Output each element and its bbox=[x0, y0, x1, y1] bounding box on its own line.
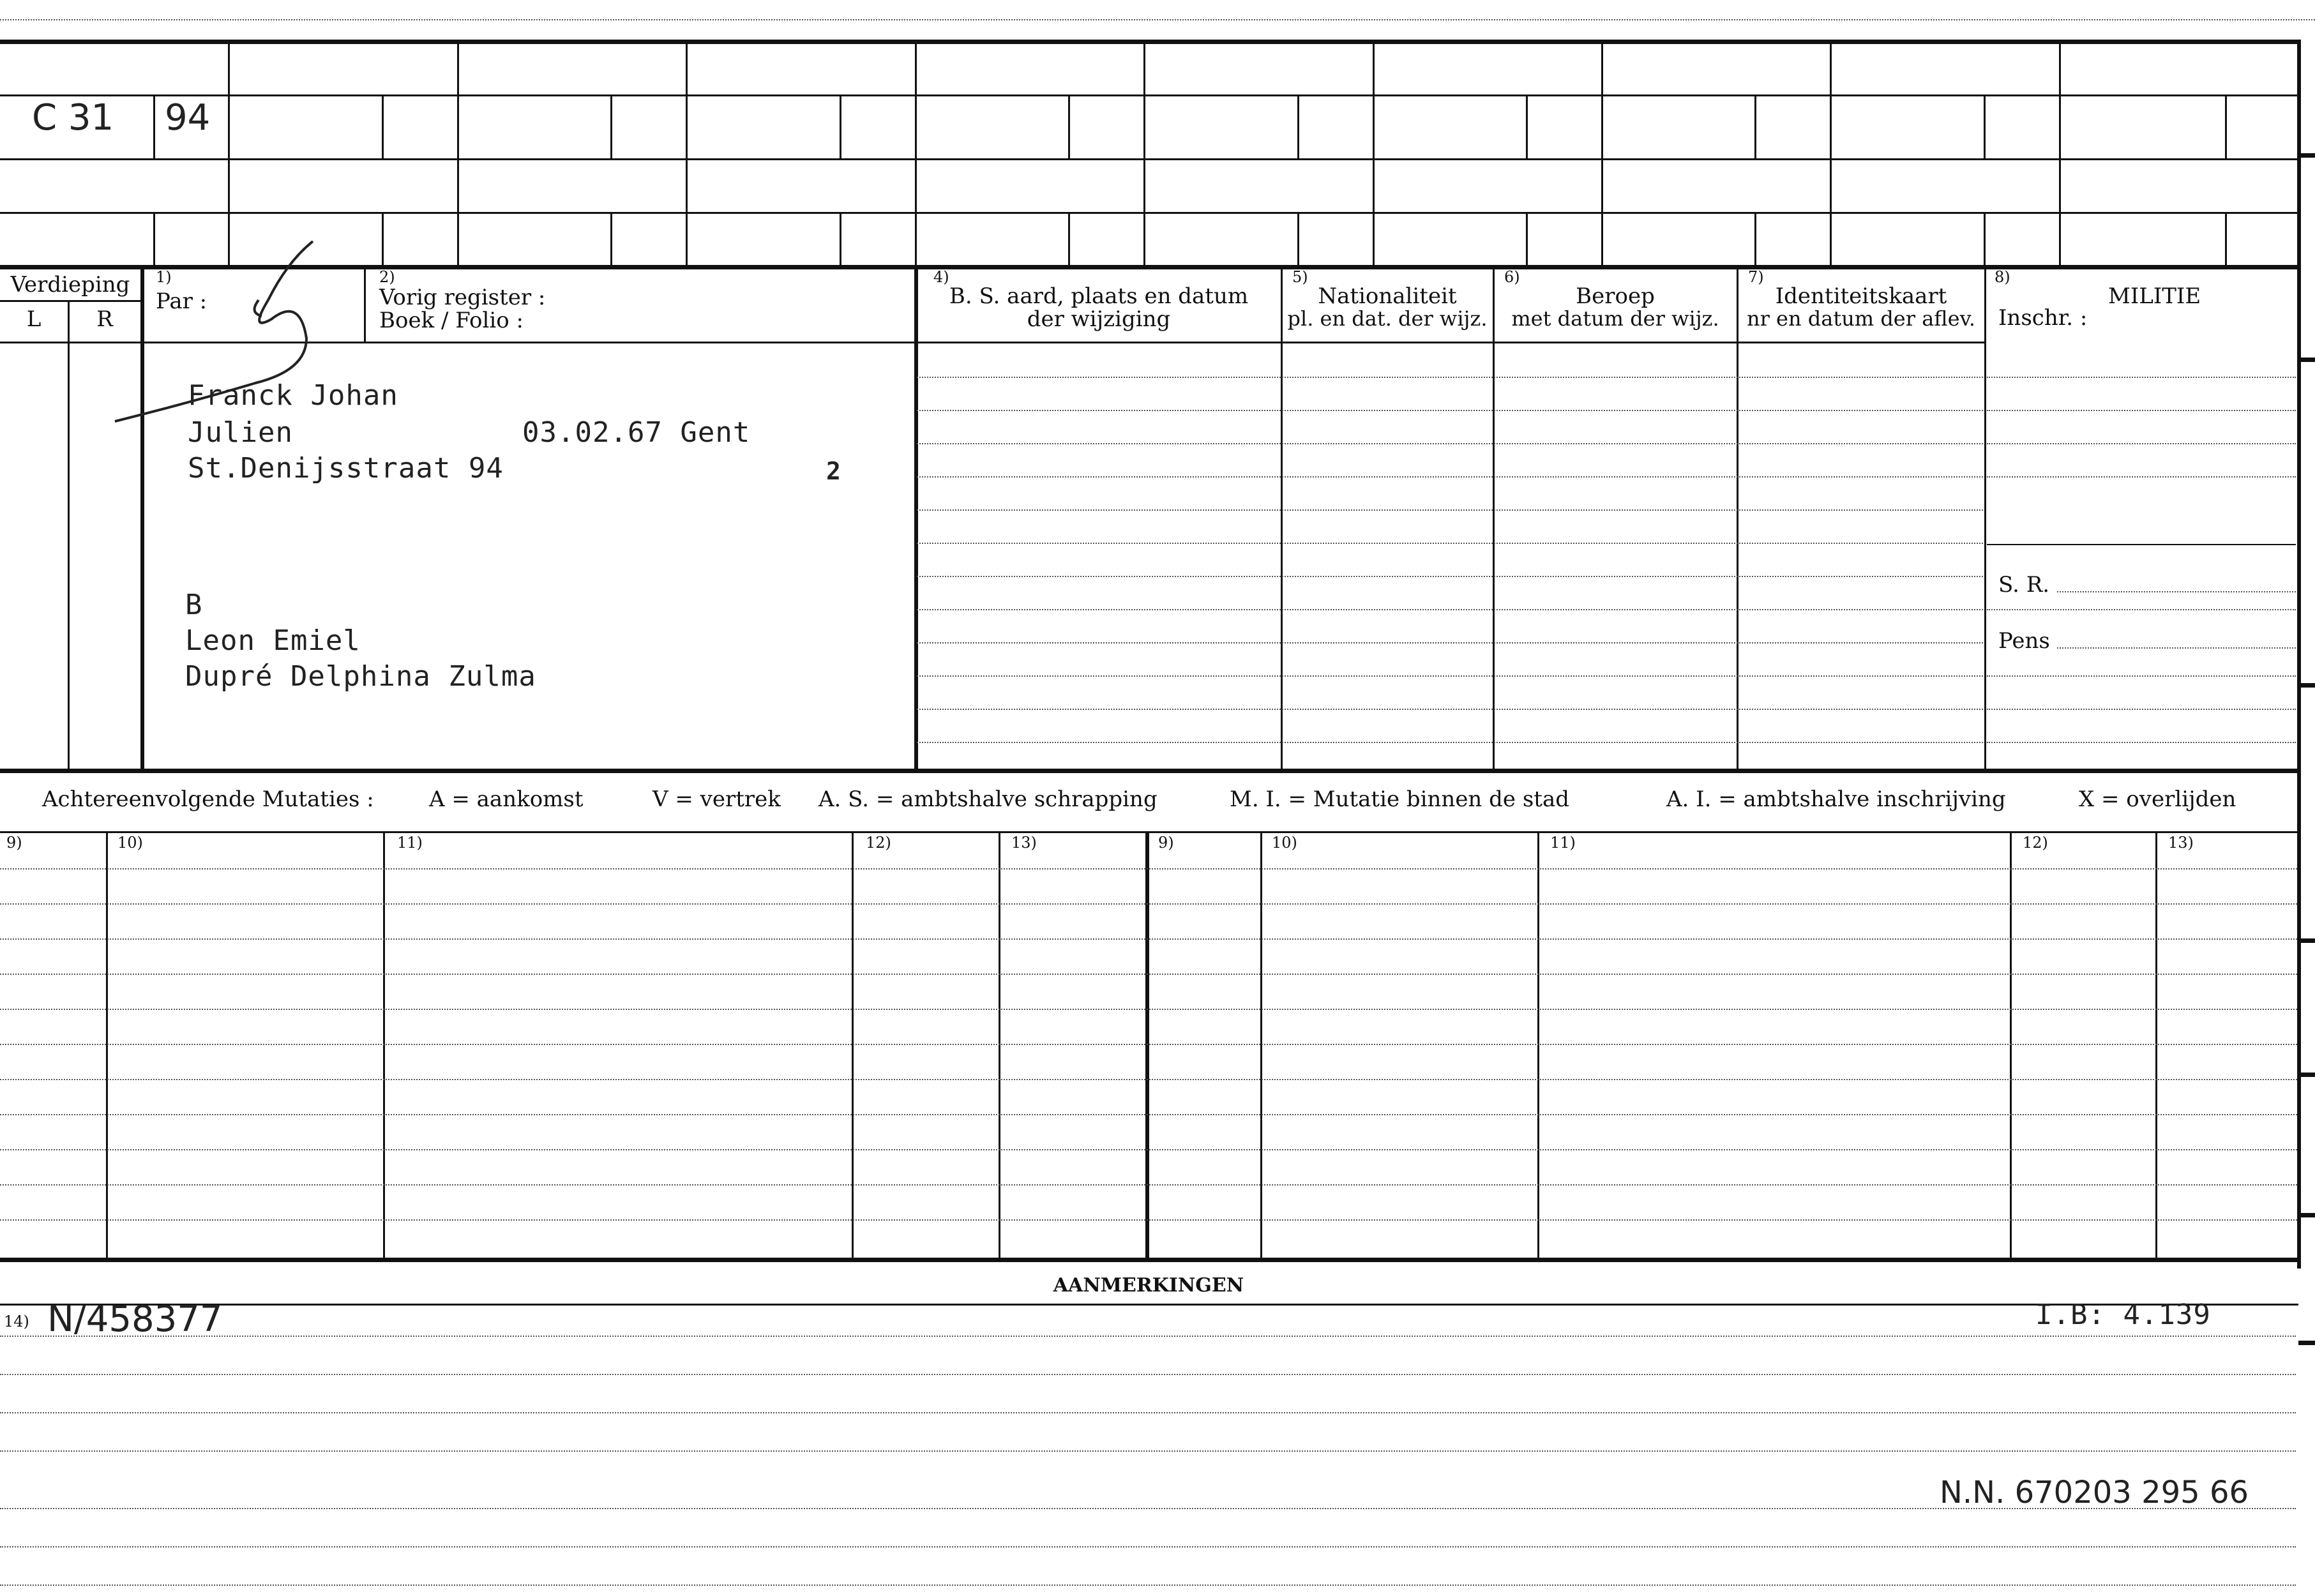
top-grid-sub-line bbox=[610, 94, 612, 158]
col4-line1: B. S. aard, plaats en datum bbox=[949, 283, 1249, 309]
aanm-dotted-row bbox=[0, 1508, 2296, 1509]
top-grid-col-line bbox=[2059, 40, 2061, 267]
col7-num: 7) bbox=[1748, 268, 1764, 286]
col6-left-line bbox=[1493, 265, 1495, 769]
top-grid-row-line bbox=[0, 212, 2298, 214]
aanmerkingen-num: 14) bbox=[4, 1313, 29, 1330]
militie-pens-line bbox=[2057, 647, 2296, 649]
aanm-dotted-row bbox=[0, 1412, 2296, 1413]
col4-7-dotted-row bbox=[917, 377, 1983, 378]
aanmerkingen-nn: N.N. 670203 295 66 bbox=[1940, 1475, 2249, 1510]
mut-dotted-row bbox=[0, 1114, 2297, 1115]
person-name-line1: Franck Johan bbox=[188, 379, 398, 412]
col4-7-dotted-row bbox=[917, 576, 1983, 577]
top-grid-col-line bbox=[1143, 40, 1145, 267]
mut-dotted-row bbox=[0, 903, 2297, 905]
top-grid-sub-line bbox=[1754, 212, 1756, 266]
col4-left-line bbox=[914, 265, 918, 769]
militie-dotted-row bbox=[1987, 443, 2296, 444]
col8-num: 8) bbox=[1995, 268, 2010, 286]
mutatie-a: A = aankomst bbox=[429, 787, 584, 812]
verdieping-label: Verdieping bbox=[10, 272, 130, 297]
col4-num: 4) bbox=[933, 268, 949, 286]
mut-h10b: 10) bbox=[1272, 834, 1297, 852]
top-grid-sub-line bbox=[2225, 212, 2227, 266]
col2-line1: Vorig register : bbox=[379, 285, 546, 310]
col4-7-dotted-row bbox=[917, 742, 1983, 743]
col4-7-dotted-row bbox=[917, 476, 1983, 478]
top-grid-sub-line bbox=[382, 212, 384, 266]
top-grid-sub-line bbox=[1754, 94, 1756, 158]
col4-7-dotted-row bbox=[917, 609, 1983, 610]
person-address: St.Denijsstraat 94 bbox=[188, 452, 504, 485]
militie-dotted-row bbox=[1987, 377, 2296, 378]
parent-marker: B bbox=[185, 589, 203, 621]
top-grid-sub-line bbox=[1984, 94, 1986, 158]
edge-tick bbox=[2298, 938, 2315, 943]
col6-line2: met datum der wijz. bbox=[1511, 306, 1719, 331]
top-grid-sub-line bbox=[610, 212, 612, 266]
edge-tick bbox=[2298, 153, 2315, 158]
person-birth: 03.02.67 Gent bbox=[522, 416, 751, 449]
col5-line1: Nationaliteit bbox=[1318, 283, 1457, 309]
militie-sr: S. R. bbox=[1998, 572, 2050, 598]
col4-7-dotted-row bbox=[917, 410, 1983, 411]
top-grid-sub-line bbox=[1297, 212, 1299, 266]
main-section-bottom bbox=[0, 769, 2298, 773]
top-grid-col-line bbox=[915, 40, 917, 267]
mut-col-line bbox=[106, 831, 108, 1259]
top-grid-col-line bbox=[1830, 40, 1832, 267]
col6-num: 6) bbox=[1504, 268, 1520, 286]
person-name-line2: Julien bbox=[188, 416, 293, 449]
top-grid-sub-line bbox=[2225, 94, 2227, 158]
verdieping-mid-line bbox=[68, 300, 70, 769]
top-grid-sub-line bbox=[840, 94, 841, 158]
aanmerkingen-ref: N/458377 bbox=[47, 1299, 223, 1340]
edge-tick bbox=[2298, 1341, 2315, 1345]
mut-h12b: 12) bbox=[2023, 834, 2048, 852]
top-grid-sub-line bbox=[382, 94, 384, 158]
top-grid-sub-line bbox=[1068, 212, 1070, 266]
militie-sr-line bbox=[2057, 591, 2296, 592]
militie-dotted-row bbox=[1987, 410, 2296, 411]
col2-num: 2) bbox=[379, 268, 395, 286]
militie-inschr: Inschr. : bbox=[1998, 305, 2088, 331]
col4-7-dotted-row bbox=[917, 675, 1983, 677]
mut-col-line bbox=[1260, 831, 1262, 1259]
col5-num: 5) bbox=[1292, 268, 1308, 286]
aanm-dotted-row bbox=[0, 1374, 2296, 1375]
edge-tick bbox=[2298, 683, 2315, 688]
mut-col-line bbox=[999, 831, 1000, 1259]
mut-h10: 10) bbox=[117, 834, 143, 852]
top-grid-col-line bbox=[1601, 40, 1603, 267]
mut-col-line bbox=[1537, 831, 1539, 1259]
col7-left-line bbox=[1737, 265, 1738, 769]
mutations-top bbox=[0, 831, 2298, 833]
top-grid-row-line bbox=[0, 158, 2298, 160]
aanm-dotted-row bbox=[0, 1450, 2296, 1452]
aanm-dotted-row bbox=[0, 1546, 2296, 1547]
col5-left-line bbox=[1281, 265, 1283, 769]
top-grid-code-right: 94 bbox=[165, 97, 211, 139]
mutatie-ai: A. I. = ambtshalve inschrijving bbox=[1666, 787, 2006, 812]
militie-dotted-row bbox=[1987, 609, 2296, 610]
mut-center-line bbox=[1145, 831, 1149, 1259]
mutatie-mi: M. I. = Mutatie binnen de stad bbox=[1230, 787, 1569, 812]
top-grid-sub-line bbox=[153, 94, 155, 158]
edge-tick bbox=[2298, 358, 2315, 362]
col1-num: 1) bbox=[156, 268, 172, 286]
mutatie-x: X = overlijden bbox=[2079, 787, 2236, 812]
aanmerkingen-title-line bbox=[0, 1304, 2298, 1306]
top-edge-dots bbox=[0, 19, 2315, 20]
mutaties-label: Achtereenvolgende Mutaties : bbox=[42, 787, 374, 812]
mutations-bottom bbox=[0, 1258, 2298, 1262]
militie-dotted-row bbox=[1987, 476, 2296, 478]
mutatie-v: V = vertrek bbox=[652, 787, 781, 812]
militie-title: MILITIE bbox=[2108, 283, 2201, 309]
top-grid-row-line bbox=[0, 94, 2298, 96]
mut-dotted-row bbox=[0, 1044, 2297, 1045]
mut-dotted-row bbox=[0, 974, 2297, 975]
col5-line2: pl. en dat. der wijz. bbox=[1287, 306, 1488, 331]
mother-name: Dupré Delphina Zulma bbox=[185, 660, 536, 693]
mut-h13b: 13) bbox=[2168, 834, 2194, 852]
aanmerkingen-title: AANMERKINGEN bbox=[1053, 1274, 1244, 1297]
militie-dotted-row bbox=[1987, 675, 2296, 677]
person-count: 2 bbox=[826, 457, 841, 485]
top-grid-border bbox=[0, 40, 2298, 44]
verdieping-r: R bbox=[96, 306, 113, 332]
top-grid-code-left: C 31 bbox=[32, 97, 114, 139]
mut-dotted-row bbox=[0, 868, 2297, 870]
mut-dotted-row bbox=[0, 1184, 2297, 1186]
aanm-dotted-row bbox=[0, 1336, 2296, 1337]
mut-h12: 12) bbox=[866, 834, 891, 852]
militie-dotted-row bbox=[1987, 709, 2296, 710]
edge-tick bbox=[2298, 1073, 2315, 1077]
mutatie-as: A. S. = ambtshalve schrapping bbox=[818, 787, 1158, 812]
top-grid-right-border bbox=[2297, 40, 2301, 1269]
edge-tick bbox=[2298, 1213, 2315, 1217]
mut-col-line bbox=[2010, 831, 2012, 1259]
mut-dotted-row bbox=[0, 1009, 2297, 1010]
col2-left-line bbox=[364, 265, 366, 342]
top-grid-bottom-border bbox=[0, 265, 2298, 269]
mut-h13: 13) bbox=[1011, 834, 1037, 852]
mut-dotted-row bbox=[0, 1149, 2297, 1150]
col4-7-dotted-row bbox=[917, 642, 1983, 644]
mut-col-line bbox=[383, 831, 385, 1259]
militie-pens: Pens bbox=[1998, 628, 2050, 654]
mut-h9b: 9) bbox=[1158, 834, 1174, 852]
col8-left-line bbox=[1984, 265, 1986, 769]
mut-h11b: 11) bbox=[1550, 834, 1576, 852]
mut-dotted-row bbox=[0, 938, 2297, 940]
militie-dotted-row bbox=[1987, 742, 2296, 743]
col4-7-dotted-row bbox=[917, 543, 1983, 544]
verdieping-l: L bbox=[26, 306, 41, 332]
militie-separator bbox=[1987, 544, 2296, 545]
mut-h9: 9) bbox=[6, 834, 22, 852]
aanmerkingen-ib: I.B: 4.139 bbox=[2035, 1299, 2211, 1331]
col2-line2: Boek / Folio : bbox=[379, 308, 524, 333]
mut-col-line bbox=[852, 831, 854, 1259]
top-grid-col-line bbox=[228, 40, 230, 267]
col7-line1: Identiteitskaart bbox=[1775, 283, 1947, 309]
mut-dotted-row bbox=[0, 1219, 2297, 1221]
top-grid-sub-line bbox=[1526, 94, 1528, 158]
top-grid-col-line bbox=[457, 40, 459, 267]
top-grid-sub-line bbox=[1526, 212, 1528, 266]
col7-line2: nr en datum der aflev. bbox=[1746, 306, 1976, 331]
col4-line2: der wijziging bbox=[1027, 306, 1171, 332]
col4-7-dotted-row bbox=[917, 443, 1983, 444]
mut-col-line bbox=[2155, 831, 2157, 1259]
top-grid-sub-line bbox=[1984, 212, 1986, 266]
top-grid-col-line bbox=[1373, 40, 1375, 267]
top-grid-sub-line bbox=[840, 212, 841, 266]
top-grid-sub-line bbox=[1297, 94, 1299, 158]
mut-h11: 11) bbox=[397, 834, 423, 852]
aanm-dotted-row bbox=[0, 1585, 2296, 1586]
father-name: Leon Emiel bbox=[185, 624, 361, 657]
col4-7-dotted-row bbox=[917, 509, 1983, 511]
top-grid-sub-line bbox=[1068, 94, 1070, 158]
col1-label: Par : bbox=[156, 289, 207, 314]
col6-line1: Beroep bbox=[1576, 283, 1655, 309]
mut-dotted-row bbox=[0, 1079, 2297, 1080]
col4-7-dotted-row bbox=[917, 709, 1983, 710]
top-grid-col-line bbox=[686, 40, 688, 267]
